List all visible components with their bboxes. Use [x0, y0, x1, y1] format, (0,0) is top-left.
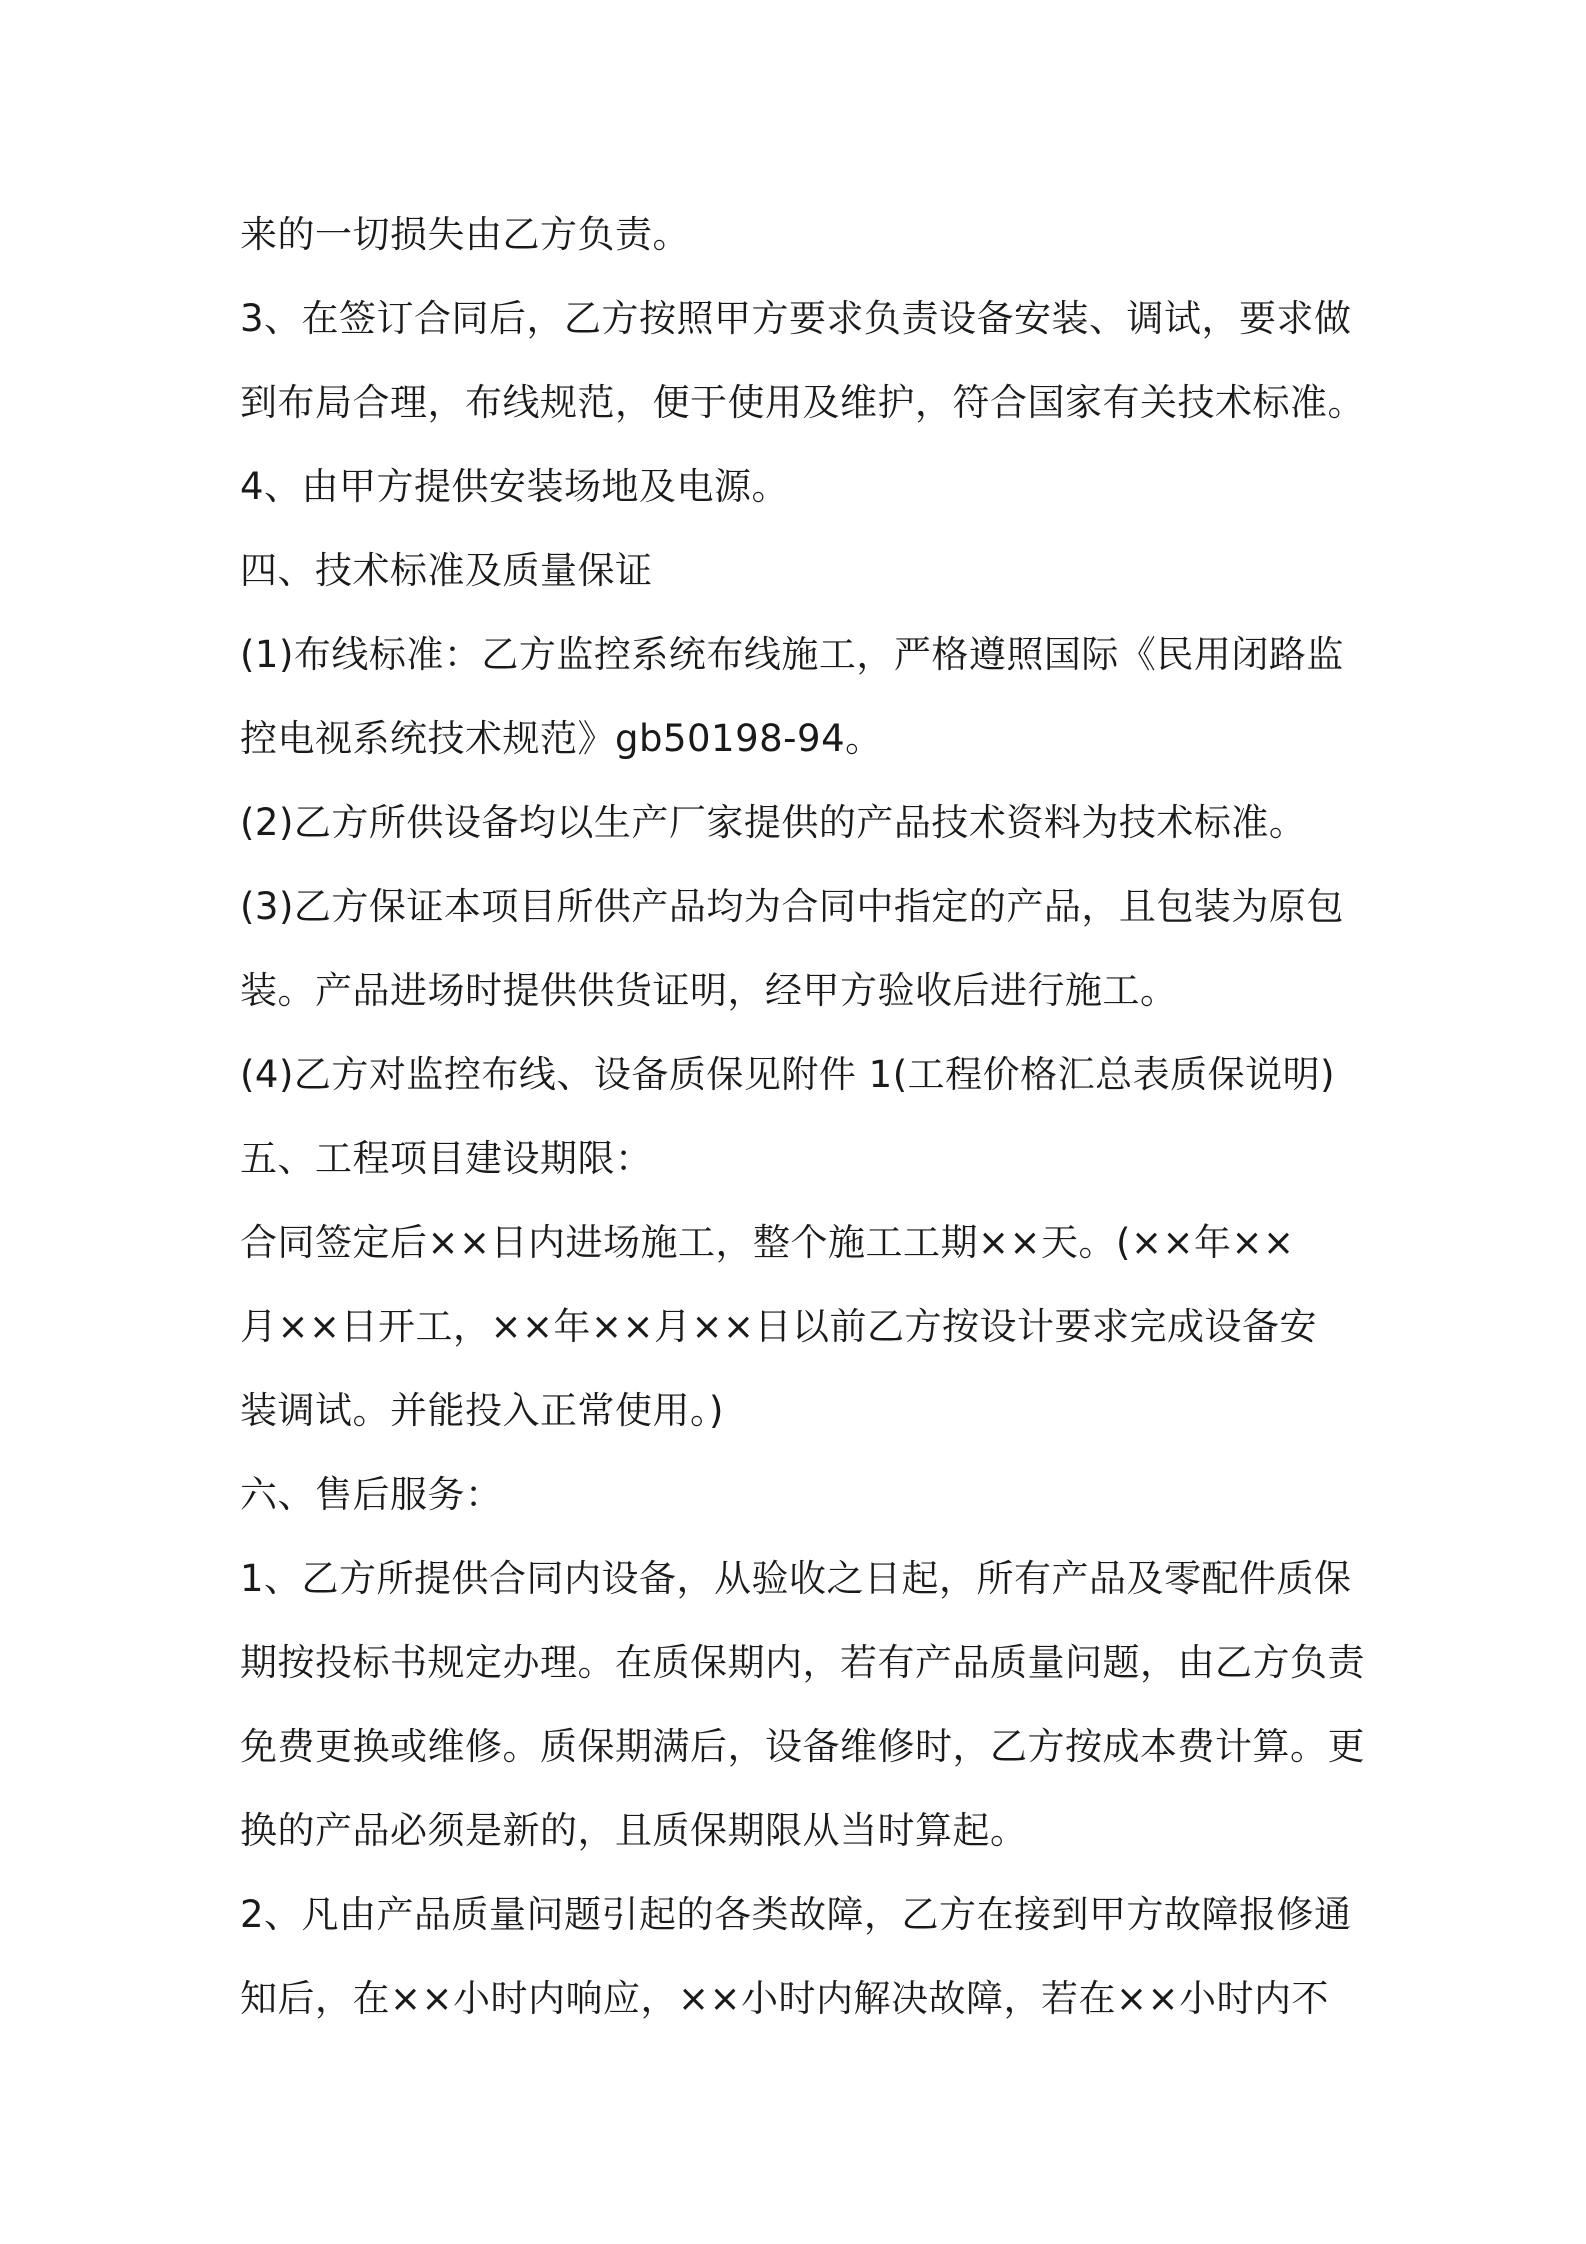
section-heading: 五、工程项目建设期限：	[240, 1137, 653, 1180]
text-line: 1、乙方所提供合同内设备，从验收之日起，所有产品及零配件质保	[240, 1557, 1352, 1600]
text-line: 期按投标书规定办理。在质保期内，若有产品质量问题，由乙方负责	[240, 1641, 1365, 1684]
text-line: 装。产品进场时提供供货证明，经甲方验收后进行施工。	[240, 969, 1178, 1012]
text-line: (4)乙方对监控布线、设备质保见附件 1(工程价格汇总表质保说明)	[240, 1053, 1336, 1096]
contract-text	[240, 193, 1365, 2041]
text-line: 换的产品必须是新的，且质保期限从当时算起。	[240, 1809, 1028, 1852]
text-line: (1)布线标准：乙方监控系统布线施工，严格遵照国际《民用闭路监	[240, 633, 1344, 676]
text-line: (2)乙方所供设备均以生产厂家提供的产品技术资料为技术标准。	[240, 801, 1307, 844]
text-line: 4、由甲方提供安装场地及电源。	[240, 465, 790, 508]
section-heading: 四、技术标准及质量保证	[240, 549, 653, 592]
text-line: 控电视系统技术规范》gb50198-94。	[240, 717, 883, 760]
text-line: 来的一切损失由乙方负责。	[240, 213, 690, 256]
text-line: (3)乙方保证本项目所供产品均为合同中指定的产品，且包装为原包	[240, 885, 1344, 928]
text-line: 月××日开工，××年××月××日以前乙方按设计要求完成设备安	[240, 1305, 1318, 1348]
text-line: 免费更换或维修。质保期满后，设备维修时，乙方按成本费计算。更	[240, 1725, 1365, 1768]
text-line: 装调试。并能投入正常使用。)	[240, 1389, 724, 1432]
text-line: 知后，在××小时内响应，××小时内解决故障，若在××小时内不	[240, 1977, 1330, 2020]
text-line: 3、在签订合同后，乙方按照甲方要求负责设备安装、调试，要求做	[240, 297, 1352, 340]
section-heading: 六、售后服务：	[240, 1473, 503, 1516]
text-line: 合同签定后××日内进场施工，整个施工工期××天。(××年××	[240, 1221, 1295, 1264]
text-line: 2、凡由产品质量问题引起的各类故障，乙方在接到甲方故障报修通	[240, 1893, 1352, 1936]
text-line: 到布局合理，布线规范，便于使用及维护，符合国家有关技术标准。	[240, 381, 1365, 424]
